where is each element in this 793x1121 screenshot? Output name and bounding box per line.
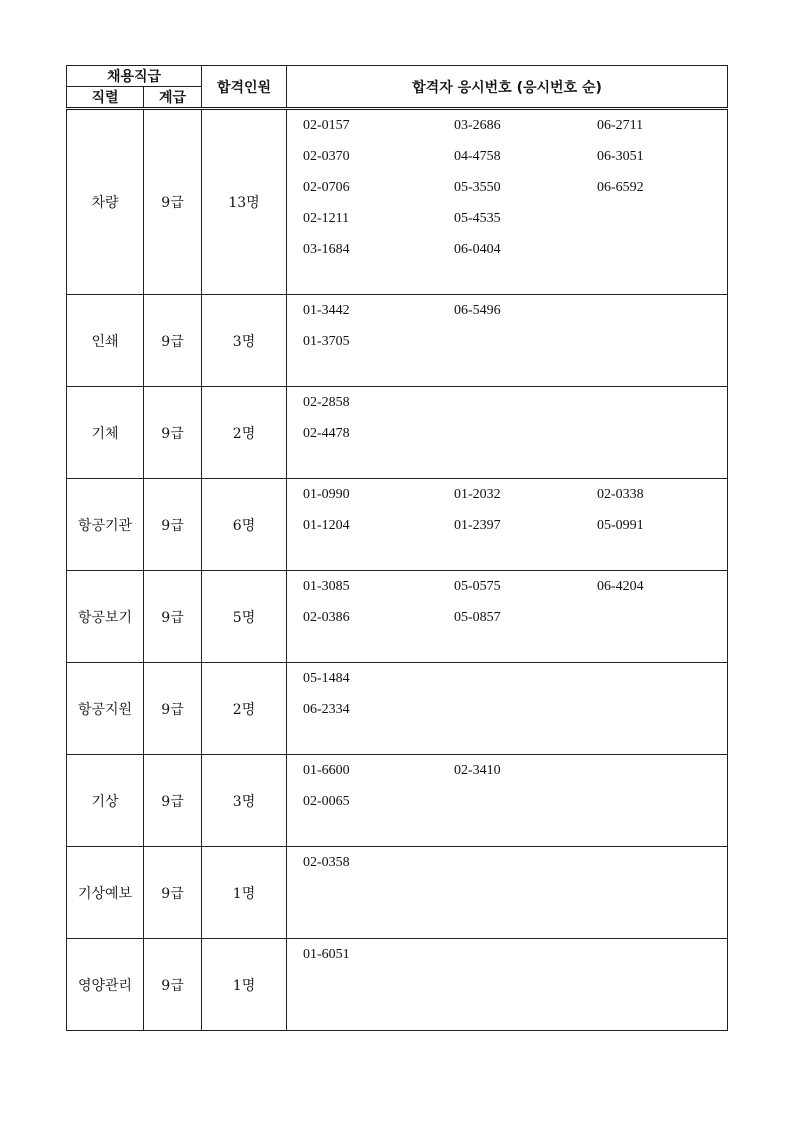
cell-count: 1명 <box>202 847 287 939</box>
exam-number-grid <box>287 755 727 823</box>
exam-number <box>454 945 597 976</box>
exam-number: 04-4758 <box>454 149 501 164</box>
table-row <box>67 939 728 1031</box>
header-grade: 계급 <box>144 87 202 109</box>
header-count: 합격인원 <box>202 66 287 109</box>
exam-number: 01-3705 <box>303 334 350 349</box>
exam-number <box>597 700 717 731</box>
cell-series: 항공보기 <box>67 571 144 663</box>
exam-number: 01-6600 <box>303 763 350 778</box>
exam-number-grid <box>287 387 727 455</box>
exam-number: 01-2397 <box>454 518 501 533</box>
cell-grade: 9급 <box>144 571 202 663</box>
table-body <box>67 109 728 1031</box>
cell-exam-numbers <box>287 295 728 387</box>
exam-number: 02-1211 <box>303 211 350 226</box>
cell-grade: 9급 <box>144 387 202 479</box>
table-row <box>67 847 728 939</box>
exam-number <box>454 700 597 731</box>
header-numbers: 합격자 응시번호 (응시번호 순) <box>287 66 728 109</box>
cell-grade: 9급 <box>144 479 202 571</box>
exam-number <box>454 424 597 455</box>
table-header <box>67 66 728 109</box>
exam-number <box>597 332 717 363</box>
exam-number: 06-5496 <box>454 303 501 318</box>
exam-number <box>454 332 597 363</box>
cell-series: 인쇄 <box>67 295 144 387</box>
cell-series: 기체 <box>67 387 144 479</box>
exam-number: 02-0358 <box>303 855 350 870</box>
results-table <box>66 65 728 1031</box>
header-group: 채용직급 <box>67 66 202 87</box>
exam-number: 06-6592 <box>597 180 644 195</box>
table-row <box>67 755 728 847</box>
exam-number: 05-1484 <box>303 671 350 686</box>
exam-number: 05-0991 <box>597 518 644 533</box>
exam-number: 01-2032 <box>454 487 501 502</box>
cell-grade: 9급 <box>144 663 202 755</box>
exam-number: 01-6051 <box>303 947 350 962</box>
cell-exam-numbers <box>287 847 728 939</box>
exam-number: 06-4204 <box>597 579 644 594</box>
exam-number: 02-0706 <box>303 180 350 195</box>
exam-number <box>597 209 717 240</box>
cell-series: 영양관리 <box>67 939 144 1031</box>
cell-count: 13명 <box>202 109 287 295</box>
exam-number: 02-2858 <box>303 395 350 410</box>
exam-number <box>597 424 717 455</box>
cell-grade: 9급 <box>144 755 202 847</box>
exam-number: 05-0575 <box>454 579 501 594</box>
exam-number <box>454 853 597 884</box>
exam-number: 05-0857 <box>454 610 501 625</box>
exam-number <box>597 393 717 424</box>
exam-number-grid <box>287 847 727 884</box>
exam-number <box>597 240 717 271</box>
exam-number <box>597 792 717 823</box>
cell-count: 2명 <box>202 387 287 479</box>
cell-series: 기상 <box>67 755 144 847</box>
table-row <box>67 479 728 571</box>
exam-number: 02-0157 <box>303 118 350 133</box>
exam-number <box>597 608 717 639</box>
exam-number-grid <box>287 295 727 363</box>
cell-exam-numbers <box>287 663 728 755</box>
exam-number: 05-3550 <box>454 180 501 195</box>
table-row <box>67 387 728 479</box>
exam-number: 06-0404 <box>454 242 501 257</box>
exam-number: 02-4478 <box>303 426 350 441</box>
exam-number: 01-1204 <box>303 518 350 533</box>
cell-exam-numbers <box>287 109 728 295</box>
exam-number: 06-2711 <box>597 118 644 133</box>
exam-number <box>597 761 717 792</box>
exam-number: 03-1684 <box>303 242 350 257</box>
table-row <box>67 663 728 755</box>
cell-grade: 9급 <box>144 109 202 295</box>
exam-number: 06-2334 <box>303 702 350 717</box>
exam-number: 01-0990 <box>303 487 350 502</box>
exam-number-grid <box>287 110 727 271</box>
exam-number <box>597 853 717 884</box>
cell-grade: 9급 <box>144 295 202 387</box>
exam-number: 01-3442 <box>303 303 350 318</box>
table-row <box>67 109 728 295</box>
exam-number <box>597 669 717 700</box>
exam-number: 03-2686 <box>454 118 501 133</box>
cell-count: 3명 <box>202 755 287 847</box>
cell-grade: 9급 <box>144 847 202 939</box>
cell-series: 차량 <box>67 109 144 295</box>
exam-number <box>597 945 717 976</box>
exam-number: 01-3085 <box>303 579 350 594</box>
exam-number <box>454 669 597 700</box>
cell-count: 1명 <box>202 939 287 1031</box>
cell-count: 6명 <box>202 479 287 571</box>
exam-number-grid <box>287 571 727 639</box>
header-series: 직렬 <box>67 87 144 109</box>
cell-exam-numbers <box>287 571 728 663</box>
cell-grade: 9급 <box>144 939 202 1031</box>
exam-number: 02-0370 <box>303 149 350 164</box>
cell-series: 항공기관 <box>67 479 144 571</box>
cell-series: 기상예보 <box>67 847 144 939</box>
cell-exam-numbers <box>287 387 728 479</box>
table-row <box>67 295 728 387</box>
exam-number <box>597 301 717 332</box>
table-row <box>67 571 728 663</box>
cell-exam-numbers <box>287 479 728 571</box>
exam-number: 05-4535 <box>454 211 501 226</box>
exam-number-grid <box>287 663 727 731</box>
cell-series: 항공지원 <box>67 663 144 755</box>
cell-count: 2명 <box>202 663 287 755</box>
exam-number-grid <box>287 479 727 547</box>
exam-number: 02-0065 <box>303 794 350 809</box>
exam-number: 02-0386 <box>303 610 350 625</box>
exam-number <box>454 393 597 424</box>
exam-number: 06-3051 <box>597 149 644 164</box>
cell-count: 5명 <box>202 571 287 663</box>
exam-number <box>454 792 597 823</box>
exam-number: 02-3410 <box>454 763 501 778</box>
cell-exam-numbers <box>287 755 728 847</box>
cell-exam-numbers <box>287 939 728 1031</box>
exam-number: 02-0338 <box>597 487 644 502</box>
cell-count: 3명 <box>202 295 287 387</box>
exam-number-grid <box>287 939 727 976</box>
